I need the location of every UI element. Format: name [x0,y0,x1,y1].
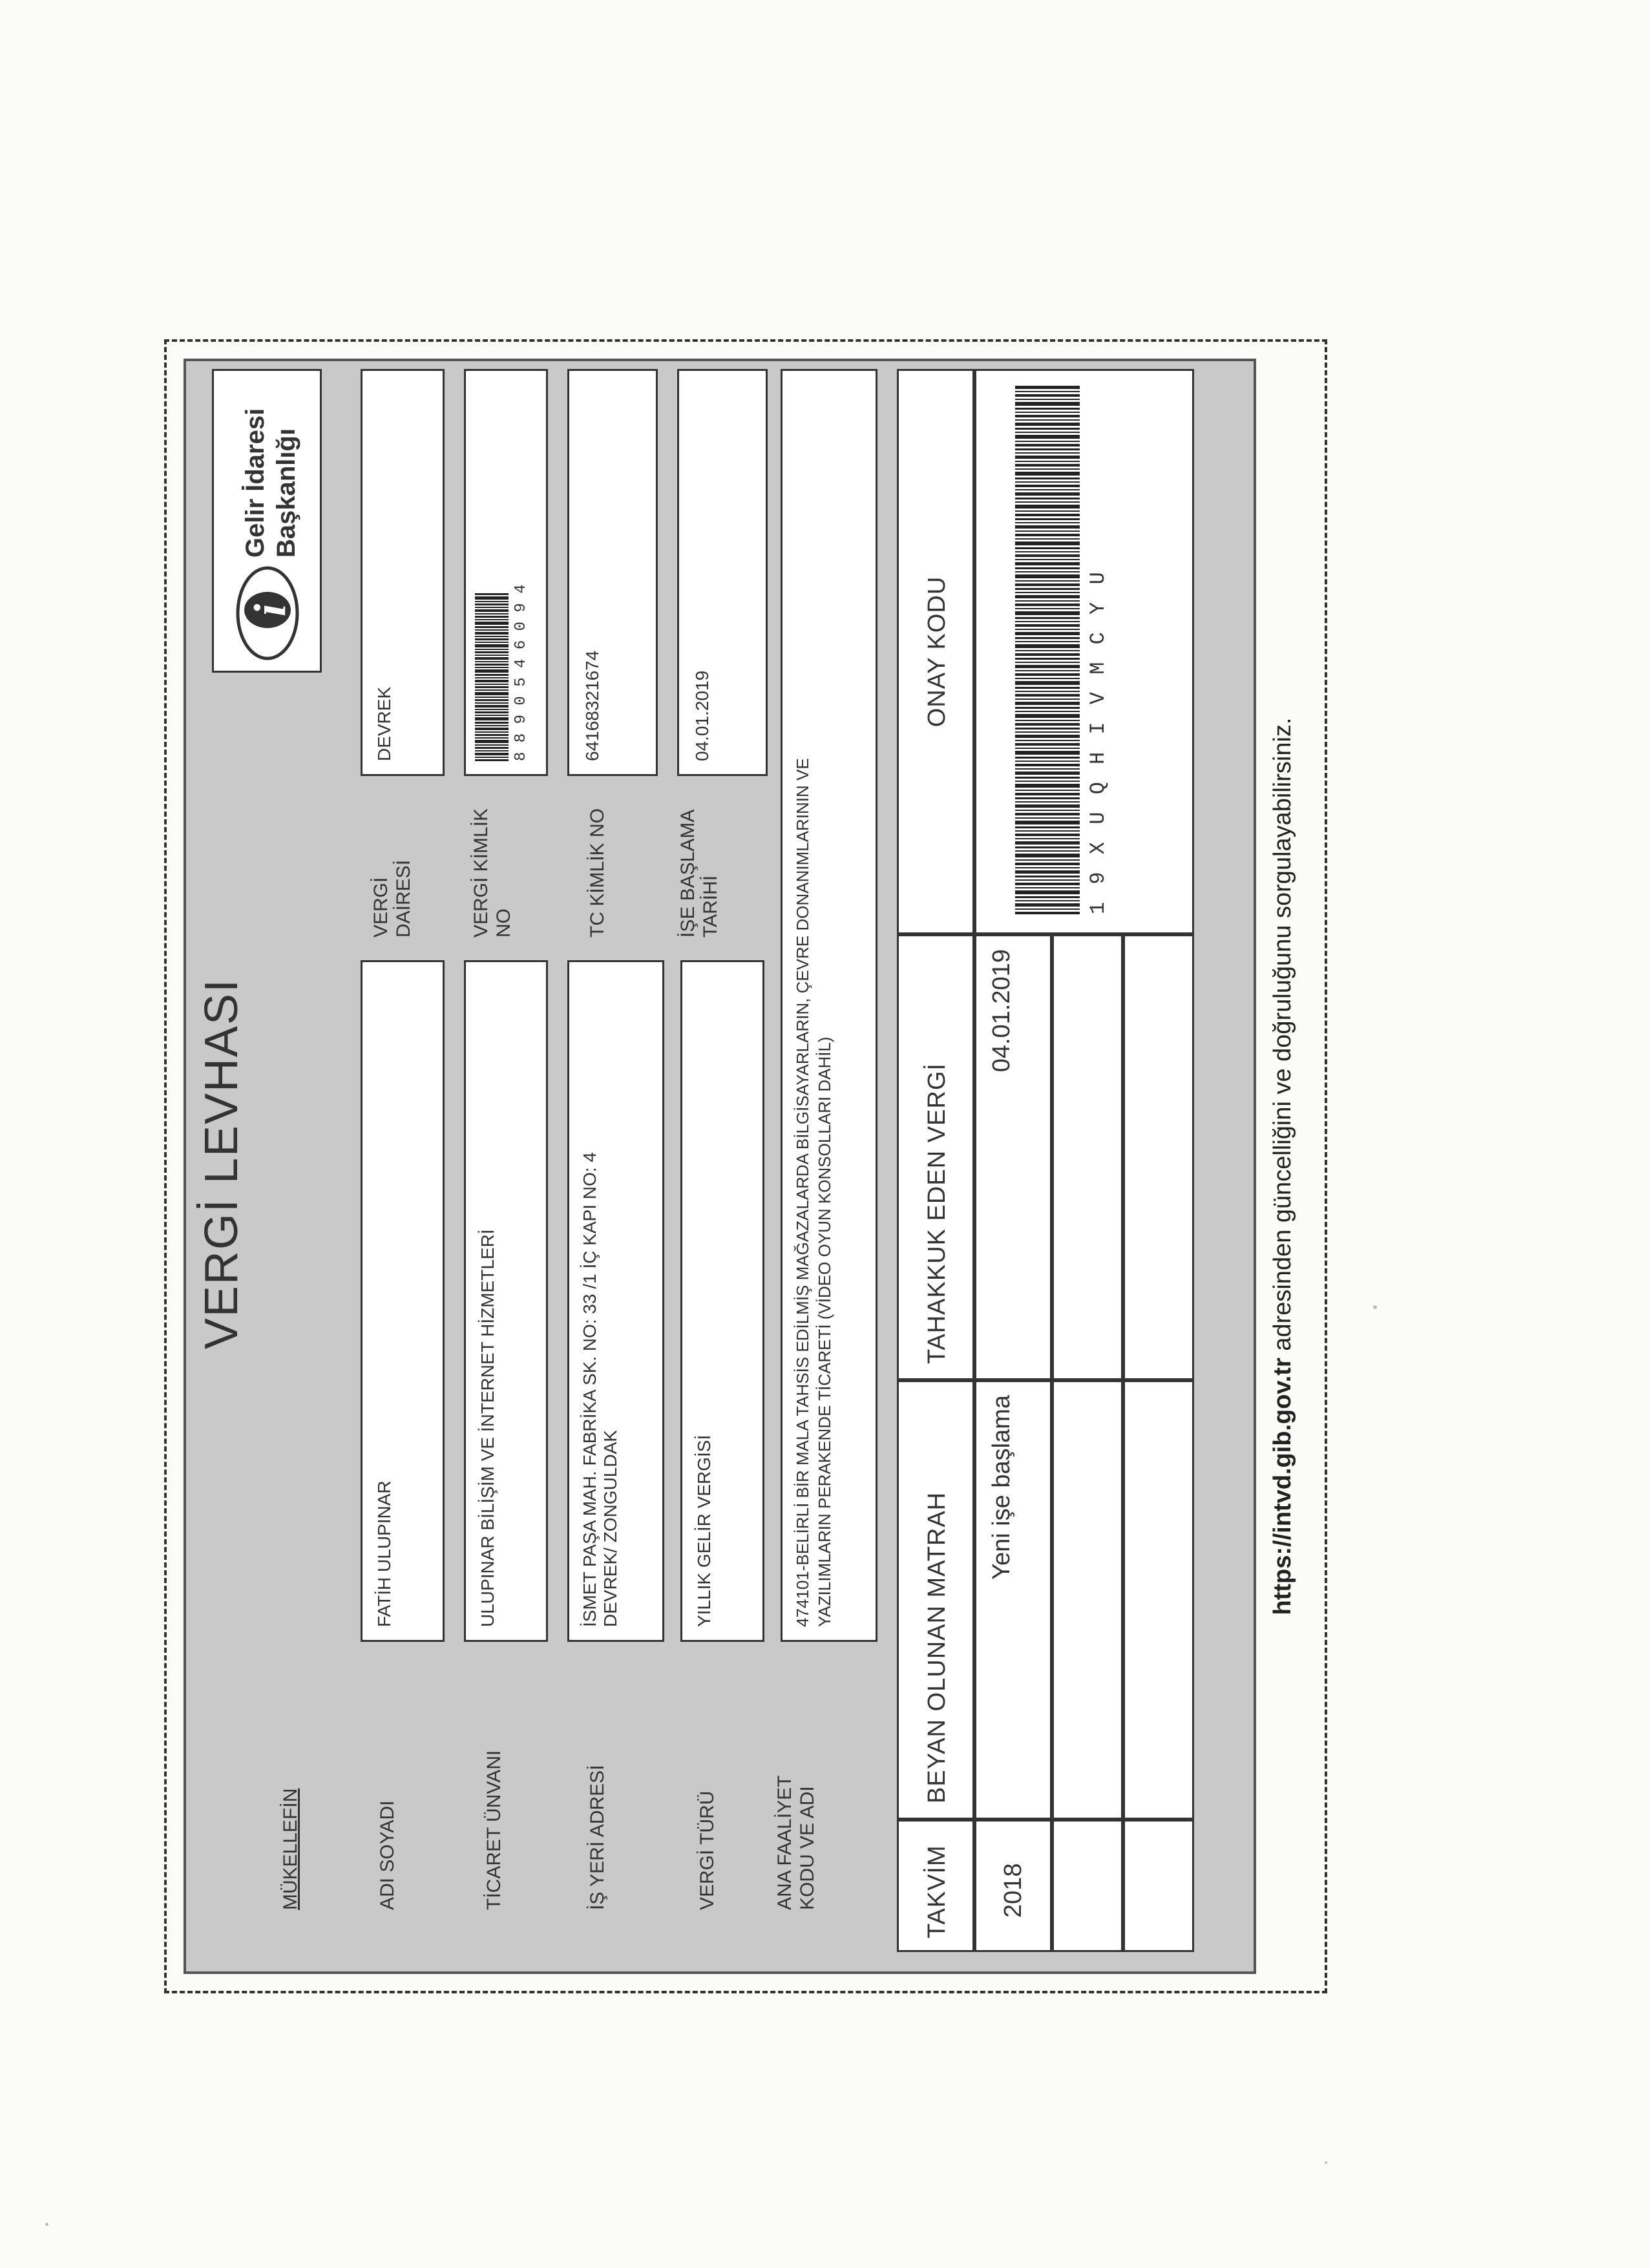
table-header-declared [897,1380,974,1820]
table-row [974,1820,1052,1952]
scan-speck [1373,1305,1377,1309]
address-box [567,960,664,1642]
name-box [361,960,445,1642]
tc-box [567,369,658,776]
svg-text:i: i [246,604,295,616]
activity-box [781,369,877,1642]
logo-box [212,369,322,673]
table-row [1123,1380,1194,1820]
address-label: İŞ YERİ ADRESİ [587,1765,608,1910]
taxpayer-section-label: MÜKELLEFİN [280,1788,301,1910]
table-row [1123,934,1194,1380]
activity-label-line2: KODU VE ADI [797,1786,818,1910]
tax-id-value: 8 8 9 0 5 4 6 0 9 4 [512,584,530,761]
table-row [1123,1820,1194,1952]
logo-line1: Gelir İdaresi [241,408,269,558]
start-date-value: 04.01.2019 [692,670,712,761]
tax-type-value: YILLIK GELİR VERGİSİ [694,1434,714,1627]
approval-code-box [974,369,1194,934]
tax-type-label: VERGİ TÜRÜ [697,1790,718,1910]
table-row [1052,1380,1123,1820]
approval-header-box [897,369,974,934]
tc-label: TC KİMLİK NO [587,808,608,938]
approval-barcode [1015,384,1080,914]
activity-line1: 474101-BELİRLİ BİR MALA TAHSİS EDİLMİŞ MAĞAZALARDA BİLGİSAYARLARIN, ÇEVRE DONANIMLARININ VE [793,758,812,1627]
table-header-calendar [897,1820,974,1952]
office-box [361,369,445,776]
address-line1: İSMET PAŞA MAH. FABRİKA SK. NO: 33 /1 İÇ KAPI NO: 4 [580,1152,600,1627]
table-header-accrued [897,934,974,1380]
trade-name-label: TİCARET ÜNVANI [483,1750,505,1910]
row1-year: 2018 [1000,1863,1027,1918]
approval-label: ONAY KODU [923,576,951,728]
table-row [1052,934,1123,1380]
scan-speck [1325,2161,1327,2164]
start-box [677,369,768,776]
table-row [974,1380,1052,1820]
logo-line2: Başkanlığı [272,428,300,558]
row1-accrued: 04.01.2019 [988,949,1015,1073]
row1-declared: Yeni işe başlama [988,1395,1015,1580]
header-declared-base: BEYAN OLUNAN MATRAH [923,1491,951,1803]
office-label-line1: VERGİ [370,877,392,938]
header-calendar: TAKVİM [923,1845,951,1938]
office-value: DEVREK [374,686,394,761]
footer-url[interactable]: https://intvd.gib.gov.tr [1269,1358,1296,1615]
trade-name-box [464,960,548,1642]
tax-id-label-line1: VERGİ KİMLİK [470,808,492,938]
start-label-line2: TARİHİ [700,875,721,938]
tax-id-label-line2: NO [493,908,514,938]
activity-line2: YAZILIMLARIN PERAKENDE TİCARETİ (VİDEO OYUN KONSOLLARI DAHİL) [815,1036,834,1627]
tc-value: 64168321674 [582,650,602,761]
gib-logo-icon [232,565,303,662]
table-row [1052,1820,1123,1952]
certificate-frame [184,359,1256,1974]
activity-label-line1: ANA FAALİYET [774,1775,795,1910]
footer-note [1269,339,1297,1993]
scan-speck [45,2223,48,2226]
header-accrued-tax: TAHAKKUK EDEN VERGİ [923,1063,951,1364]
name-label: ADI SOYADI [377,1800,398,1910]
table-row [974,934,1052,1380]
document-title: VERGİ LEVHASI [196,978,247,1350]
tax-type-box [680,960,764,1642]
approval-code-value: 1 9 X U Q H I V M C Y U [1086,569,1110,914]
name-value: FATİH ULUPINAR [374,1480,394,1627]
tax-id-barcode [475,593,509,761]
tax-id-box [464,369,548,776]
address-line2: DEVREK/ ZONGULDAK [600,1430,620,1627]
start-label-line1: İŞE BAŞLAMA [677,809,698,938]
tax-plate-certificate [164,339,1327,1993]
trade-name-value: ULUPINAR BİLİŞİM VE İNTERNET HİZMETLERİ [478,1229,498,1627]
office-label-line2: DAİRESİ [393,859,414,938]
footer-text: adresinden güncelliğini ve doğruluğunu sorgulayabilirsiniz. [1269,717,1296,1358]
